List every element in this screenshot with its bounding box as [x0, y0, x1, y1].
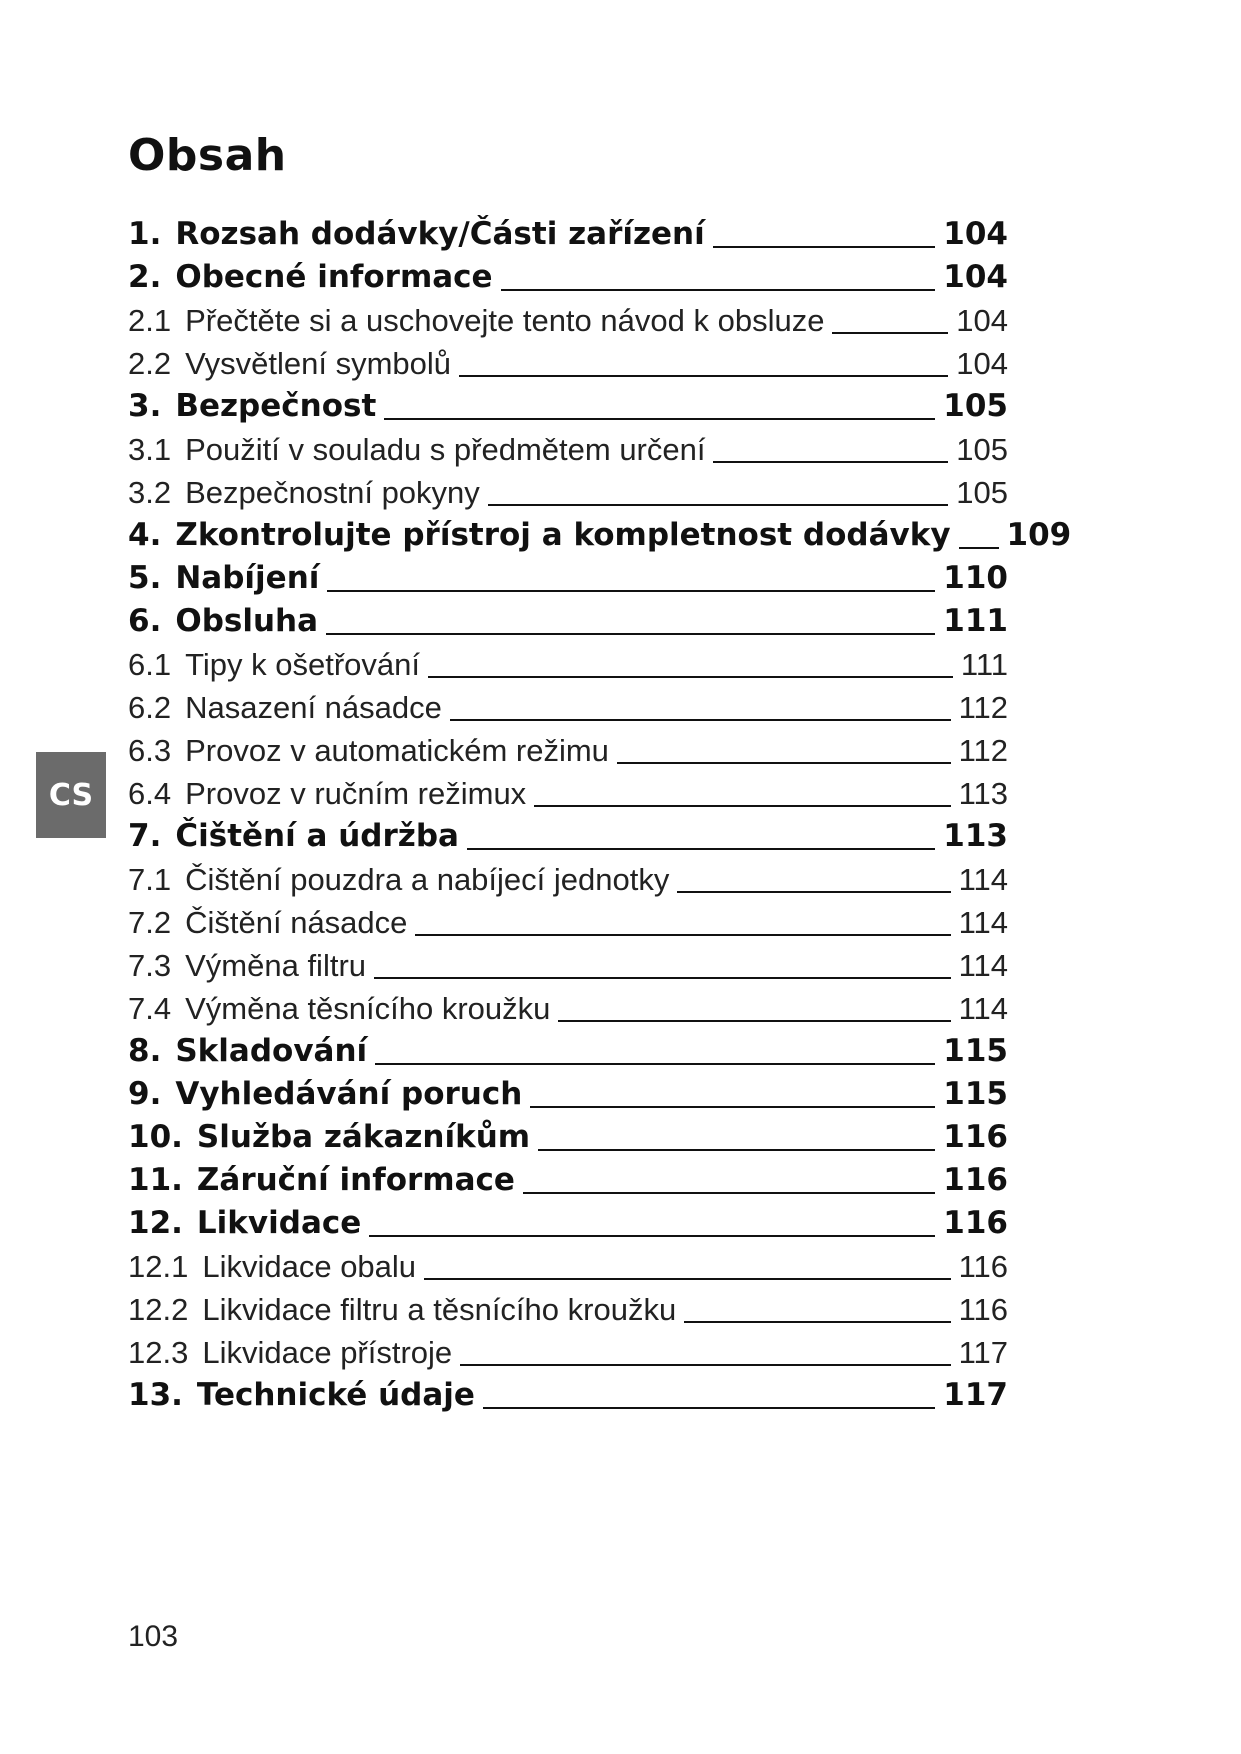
toc-entry-label: Likvidace obalu	[202, 1249, 417, 1284]
toc-entry-label: Tipy k ošetřování	[185, 647, 421, 682]
toc-leader-line	[684, 1321, 950, 1323]
toc-leader-line	[374, 977, 951, 979]
toc-entry-label: Likvidace	[196, 1205, 362, 1241]
toc-leader-line	[713, 461, 948, 463]
toc-entry	[128, 299, 1008, 342]
toc-entry	[128, 471, 1008, 514]
toc-leader-line	[415, 934, 950, 936]
toc-entry	[128, 213, 1008, 256]
toc-leader-line	[530, 1106, 935, 1108]
toc-leader-line	[326, 633, 935, 635]
toc-entry-label: Likvidace přístroje	[202, 1335, 453, 1370]
toc-entry-page: 116	[958, 1249, 1008, 1284]
toc-entry-page: 117	[943, 1377, 1008, 1413]
toc-entry-number: 7.1	[128, 862, 172, 897]
toc-entry	[128, 1374, 1008, 1417]
toc-entry-page: 117	[958, 1335, 1008, 1370]
toc-entry-number: 12.1	[128, 1249, 189, 1284]
toc-entry	[128, 1116, 1008, 1159]
toc-entry	[128, 858, 1008, 901]
toc-entry-page: 114	[958, 991, 1008, 1026]
toc-entry-page: 104	[956, 346, 1008, 381]
toc-entry-number: 3.2	[128, 475, 172, 510]
toc-entry-label: Čištění pouzdra a nabíjecí jednotky	[185, 862, 670, 897]
toc-entry-page: 114	[958, 862, 1008, 897]
toc-entry-label: Výměna těsnícího kroužku	[185, 991, 551, 1026]
toc-entry-number: 10.	[128, 1119, 183, 1155]
toc-entry-label: Likvidace filtru a těsnícího kroužku	[202, 1292, 677, 1327]
toc-entry	[128, 428, 1008, 471]
toc-entry-number: 8.	[128, 1033, 162, 1069]
toc-entry-page: 116	[958, 1292, 1008, 1327]
toc-entry	[128, 1288, 1008, 1331]
toc-entry	[128, 1331, 1008, 1374]
toc-entry-page: 114	[958, 948, 1008, 983]
toc-entry-label: Použití v souladu s předmětem určení	[185, 432, 706, 467]
toc-entry-label: Technické údaje	[196, 1377, 475, 1413]
toc-leader-line	[959, 547, 999, 549]
toc-leader-line	[428, 676, 953, 678]
toc-entry-page: 115	[943, 1076, 1008, 1112]
toc-entry-label: Rozsah dodávky/Části zařízení	[175, 216, 705, 252]
toc-leader-line	[501, 289, 936, 291]
toc-entry	[128, 557, 1008, 600]
toc-entry-number: 1.	[128, 216, 162, 252]
toc-entry-label: Skladování	[175, 1033, 368, 1069]
toc-entry-number: 6.1	[128, 647, 172, 682]
toc-entry-number: 2.1	[128, 303, 172, 338]
toc-entry-number: 7.2	[128, 905, 172, 940]
toc-entry	[128, 1073, 1008, 1116]
toc-entry-label: Bezpečnostní pokyny	[185, 475, 480, 510]
toc-leader-line	[450, 719, 951, 721]
toc-entry-number: 5.	[128, 560, 162, 596]
toc-entry-label: Přečtěte si a uschovejte tento návod k obsluze	[185, 303, 825, 338]
toc-leader-line	[534, 805, 950, 807]
toc-entry-number: 12.3	[128, 1335, 189, 1370]
toc-entry	[128, 987, 1008, 1030]
table-of-contents	[128, 213, 1072, 1417]
toc-entry-page: 111	[943, 603, 1008, 639]
toc-entry-label: Obsluha	[175, 603, 319, 639]
toc-entry-page: 116	[943, 1162, 1008, 1198]
toc-leader-line	[713, 246, 936, 248]
toc-leader-line	[460, 1364, 950, 1366]
toc-leader-line	[523, 1192, 935, 1194]
toc-leader-line	[459, 375, 948, 377]
toc-entry-label: Vyhledávání poruch	[175, 1076, 523, 1112]
toc-leader-line	[384, 418, 935, 420]
toc-entry-page: 105	[943, 388, 1008, 424]
toc-entry-number: 12.	[128, 1205, 183, 1241]
page-number: 103	[128, 1620, 179, 1653]
toc-entry-number: 2.2	[128, 346, 172, 381]
language-tab: CS	[36, 752, 106, 838]
toc-entry-number: 13.	[128, 1377, 183, 1413]
toc-entry-number: 7.3	[128, 948, 172, 983]
toc-entry-number: 6.3	[128, 733, 172, 768]
toc-entry-number: 9.	[128, 1076, 162, 1112]
toc-entry	[128, 643, 1008, 686]
toc-entry-page: 105	[956, 475, 1008, 510]
toc-entry-number: 7.4	[128, 991, 172, 1026]
toc-entry	[128, 1245, 1008, 1288]
toc-entry-label: Nabíjení	[175, 560, 320, 596]
toc-entry-label: Provoz v automatickém režimu	[185, 733, 609, 768]
toc-leader-line	[617, 762, 951, 764]
toc-entry-page: 112	[958, 733, 1008, 768]
toc-leader-line	[327, 590, 935, 592]
toc-entry-number: 7.	[128, 818, 162, 854]
toc-entry-label: Provoz v ručním režimux	[185, 776, 527, 811]
toc-entry-number: 3.1	[128, 432, 172, 467]
toc-leader-line	[375, 1063, 935, 1065]
toc-entry-number: 3.	[128, 388, 162, 424]
toc-entry	[128, 342, 1008, 385]
toc-leader-line	[677, 891, 950, 893]
toc-entry	[128, 1030, 1008, 1073]
toc-leader-line	[832, 332, 948, 334]
toc-entry-page: 116	[943, 1205, 1008, 1241]
toc-entry	[128, 1202, 1008, 1245]
toc-entry-label: Záruční informace	[196, 1162, 515, 1198]
toc-leader-line	[488, 504, 948, 506]
toc-entry-label: Čištění a údržba	[175, 818, 459, 854]
toc-entry-page: 113	[958, 776, 1008, 811]
toc-entry-page: 104	[943, 216, 1008, 252]
toc-entry	[128, 815, 1008, 858]
toc-entry	[128, 514, 1072, 557]
toc-entry-page: 113	[943, 818, 1008, 854]
toc-leader-line	[424, 1278, 951, 1280]
toc-entry-label: Vysvětlení symbolů	[185, 346, 452, 381]
toc-entry-number: 4.	[128, 517, 162, 553]
toc-entry-number: 6.4	[128, 776, 172, 811]
toc-entry-number: 6.2	[128, 690, 172, 725]
toc-entry-page: 115	[943, 1033, 1008, 1069]
toc-entry-number: 2.	[128, 259, 162, 295]
toc-leader-line	[538, 1149, 935, 1151]
toc-entry	[128, 729, 1008, 772]
toc-entry-page: 110	[943, 560, 1008, 596]
toc-entry	[128, 256, 1008, 299]
toc-entry-page: 114	[958, 905, 1008, 940]
toc-entry-label: Služba zákazníkům	[196, 1119, 531, 1155]
toc-entry-label: Čištění násadce	[185, 905, 408, 940]
toc-entry	[128, 901, 1008, 944]
toc-leader-line	[467, 848, 935, 850]
toc-entry-page: 105	[956, 432, 1008, 467]
toc-entry	[128, 385, 1008, 428]
page-title: Obsah	[128, 130, 287, 181]
toc-entry-label: Bezpečnost	[175, 388, 377, 424]
toc-entry-page: 109	[1006, 517, 1072, 553]
toc-entry	[128, 600, 1008, 643]
toc-entry-page: 116	[943, 1119, 1008, 1155]
toc-leader-line	[558, 1020, 950, 1022]
toc-leader-line	[369, 1235, 935, 1237]
toc-entry-label: Výměna filtru	[185, 948, 367, 983]
toc-leader-line	[483, 1407, 935, 1409]
toc-entry-number: 12.2	[128, 1292, 189, 1327]
toc-entry	[128, 686, 1008, 729]
toc-entry-number: 6.	[128, 603, 162, 639]
toc-entry	[128, 1159, 1008, 1202]
toc-entry-number: 11.	[128, 1162, 183, 1198]
toc-entry-page: 111	[960, 647, 1008, 682]
toc-entry-label: Nasazení násadce	[185, 690, 442, 725]
toc-entry	[128, 944, 1008, 987]
toc-entry-label: Zkontrolujte přístroj a kompletnost dodávky	[175, 517, 951, 553]
toc-entry-page: 104	[956, 303, 1008, 338]
toc-entry	[128, 772, 1008, 815]
toc-entry-page: 112	[958, 690, 1008, 725]
toc-entry-label: Obecné informace	[175, 259, 493, 295]
toc-entry-page: 104	[943, 259, 1008, 295]
